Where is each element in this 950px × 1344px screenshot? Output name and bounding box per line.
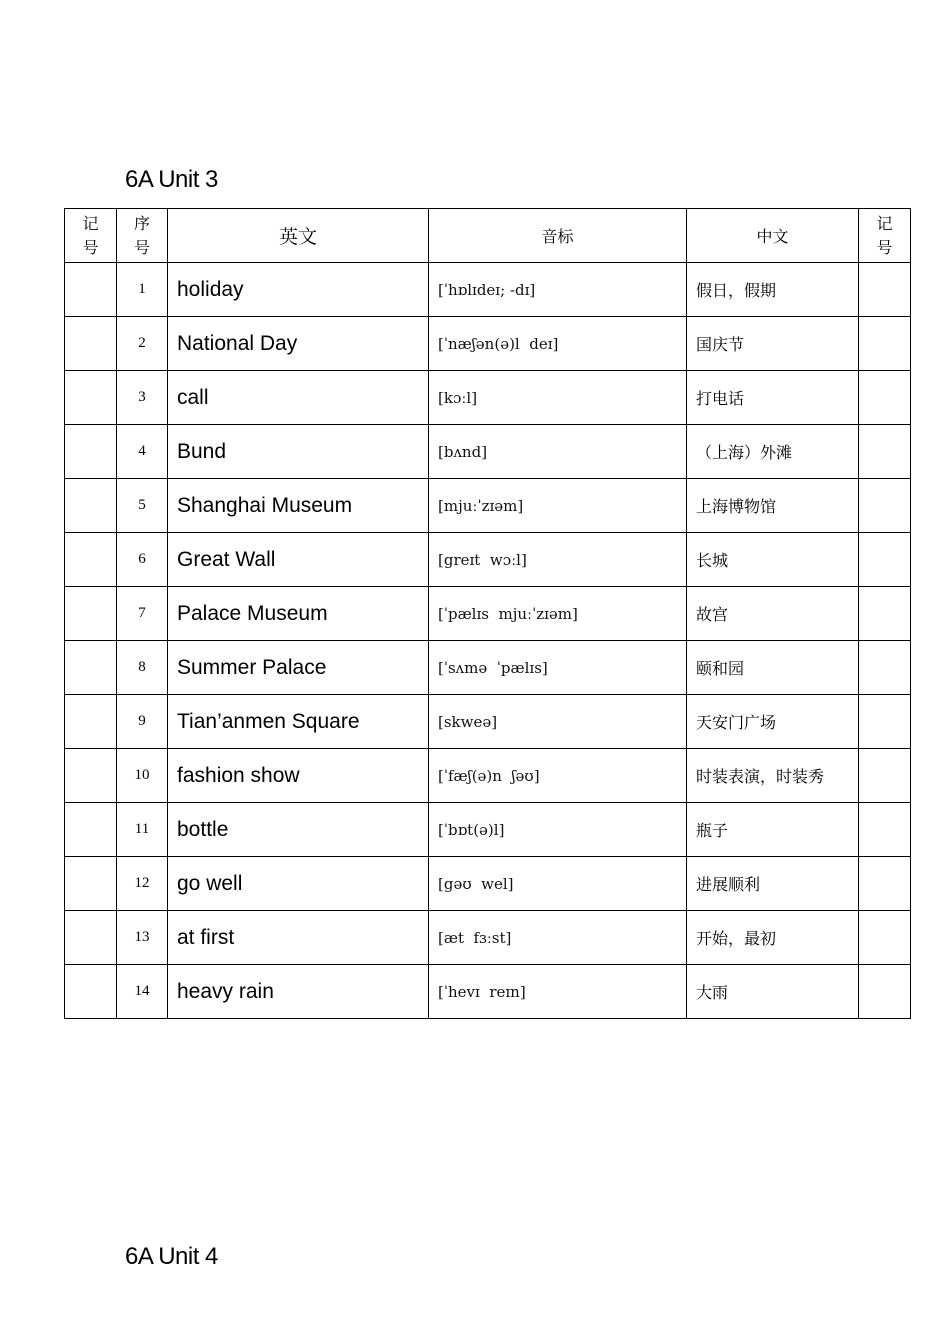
row-number: 8 xyxy=(117,641,168,695)
unit-4-title: 6A Unit 4 xyxy=(125,1243,218,1270)
header-chinese: 中文 xyxy=(687,209,859,263)
chinese-meaning: 开始，最初 xyxy=(687,911,859,965)
header-mark-right-text: 记 号 xyxy=(876,213,893,257)
mark-cell-right xyxy=(859,749,911,803)
vocabulary-table xyxy=(64,208,911,1019)
header-mark xyxy=(65,209,117,263)
phonetic-transcription: [ˈpælɪs mjuːˈzɪəm] xyxy=(429,587,687,641)
row-number: 11 xyxy=(117,803,168,857)
phonetic-transcription: [ˈsʌmə ˈpælɪs] xyxy=(429,641,687,695)
phonetic-transcription: [greɪt wɔːl] xyxy=(429,533,687,587)
mark-cell xyxy=(65,911,117,965)
phonetic-transcription: [kɔːl] xyxy=(429,371,687,425)
header-mark-right xyxy=(859,209,911,263)
row-number: 7 xyxy=(117,587,168,641)
english-word: Great Wall xyxy=(168,533,429,587)
row-number: 4 xyxy=(117,425,168,479)
phonetic-transcription: [ˈhevɪ reɪn] xyxy=(429,965,687,1019)
chinese-meaning: （上海）外滩 xyxy=(687,425,859,479)
table-row xyxy=(65,317,911,371)
row-number: 1 xyxy=(117,263,168,317)
table-row xyxy=(65,857,911,911)
header-english: 英文 xyxy=(168,209,429,263)
english-word: heavy rain xyxy=(168,965,429,1019)
phonetic-transcription: [ˈnæʃən(ə)l deɪ] xyxy=(429,317,687,371)
mark-cell xyxy=(65,371,117,425)
english-word: holiday xyxy=(168,263,429,317)
mark-cell xyxy=(65,317,117,371)
table-header-row xyxy=(65,209,911,263)
mark-cell-right xyxy=(859,587,911,641)
mark-cell-right xyxy=(859,641,911,695)
chinese-meaning: 时装表演，时装秀 xyxy=(687,749,859,803)
english-word: fashion show xyxy=(168,749,429,803)
mark-cell-right xyxy=(859,425,911,479)
mark-cell-right xyxy=(859,857,911,911)
mark-cell xyxy=(65,641,117,695)
phonetic-transcription: [bʌnd] xyxy=(429,425,687,479)
mark-cell xyxy=(65,587,117,641)
mark-cell xyxy=(65,695,117,749)
phonetic-transcription: [ˈfæʃ(ə)n ʃəʊ] xyxy=(429,749,687,803)
english-word: Palace Museum xyxy=(168,587,429,641)
chinese-meaning: 瓶子 xyxy=(687,803,859,857)
table-row xyxy=(65,911,911,965)
english-word: Tian’anmen Square xyxy=(168,695,429,749)
mark-cell xyxy=(65,965,117,1019)
mark-cell-right xyxy=(859,695,911,749)
table-row xyxy=(65,479,911,533)
row-number: 6 xyxy=(117,533,168,587)
mark-cell-right xyxy=(859,263,911,317)
table-row xyxy=(65,965,911,1019)
row-number: 14 xyxy=(117,965,168,1019)
mark-cell-right xyxy=(859,479,911,533)
english-word: bottle xyxy=(168,803,429,857)
chinese-meaning: 上海博物馆 xyxy=(687,479,859,533)
table-row xyxy=(65,749,911,803)
mark-cell xyxy=(65,749,117,803)
unit-3-title: 6A Unit 3 xyxy=(125,166,218,193)
mark-cell xyxy=(65,533,117,587)
chinese-meaning: 假日，假期 xyxy=(687,263,859,317)
phonetic-transcription: [mjuːˈzɪəm] xyxy=(429,479,687,533)
mark-cell-right xyxy=(859,803,911,857)
chinese-meaning: 进展顺利 xyxy=(687,857,859,911)
row-number: 12 xyxy=(117,857,168,911)
header-phonetic: 音标 xyxy=(429,209,687,263)
chinese-meaning: 大雨 xyxy=(687,965,859,1019)
mark-cell xyxy=(65,479,117,533)
table-row xyxy=(65,263,911,317)
phonetic-transcription: [skweə] xyxy=(429,695,687,749)
row-number: 2 xyxy=(117,317,168,371)
english-word: National Day xyxy=(168,317,429,371)
english-word: Bund xyxy=(168,425,429,479)
table-row xyxy=(65,533,911,587)
english-word: call xyxy=(168,371,429,425)
table-row xyxy=(65,425,911,479)
mark-cell-right xyxy=(859,533,911,587)
mark-cell-right xyxy=(859,965,911,1019)
table-row xyxy=(65,371,911,425)
chinese-meaning: 打电话 xyxy=(687,371,859,425)
chinese-meaning: 颐和园 xyxy=(687,641,859,695)
table-row xyxy=(65,695,911,749)
header-mark-text: 记 号 xyxy=(82,213,99,257)
row-number: 9 xyxy=(117,695,168,749)
mark-cell xyxy=(65,263,117,317)
mark-cell xyxy=(65,425,117,479)
chinese-meaning: 故宫 xyxy=(687,587,859,641)
mark-cell xyxy=(65,857,117,911)
phonetic-transcription: [ˈbɒt(ə)l] xyxy=(429,803,687,857)
mark-cell-right xyxy=(859,911,911,965)
chinese-meaning: 长城 xyxy=(687,533,859,587)
mark-cell xyxy=(65,803,117,857)
english-word: at first xyxy=(168,911,429,965)
row-number: 3 xyxy=(117,371,168,425)
english-word: go well xyxy=(168,857,429,911)
header-index xyxy=(117,209,168,263)
phonetic-transcription: [ˈhɒlɪdeɪ; -dɪ] xyxy=(429,263,687,317)
chinese-meaning: 国庆节 xyxy=(687,317,859,371)
row-number: 10 xyxy=(117,749,168,803)
phonetic-transcription: [gəʊ wel] xyxy=(429,857,687,911)
header-index-text: 序 号 xyxy=(133,213,150,257)
table-row xyxy=(65,587,911,641)
mark-cell-right xyxy=(859,371,911,425)
table-row xyxy=(65,641,911,695)
row-number: 5 xyxy=(117,479,168,533)
english-word: Shanghai Museum xyxy=(168,479,429,533)
english-word: Summer Palace xyxy=(168,641,429,695)
table-row xyxy=(65,803,911,857)
chinese-meaning: 天安门广场 xyxy=(687,695,859,749)
mark-cell-right xyxy=(859,317,911,371)
row-number: 13 xyxy=(117,911,168,965)
phonetic-transcription: [æt fɜːst] xyxy=(429,911,687,965)
